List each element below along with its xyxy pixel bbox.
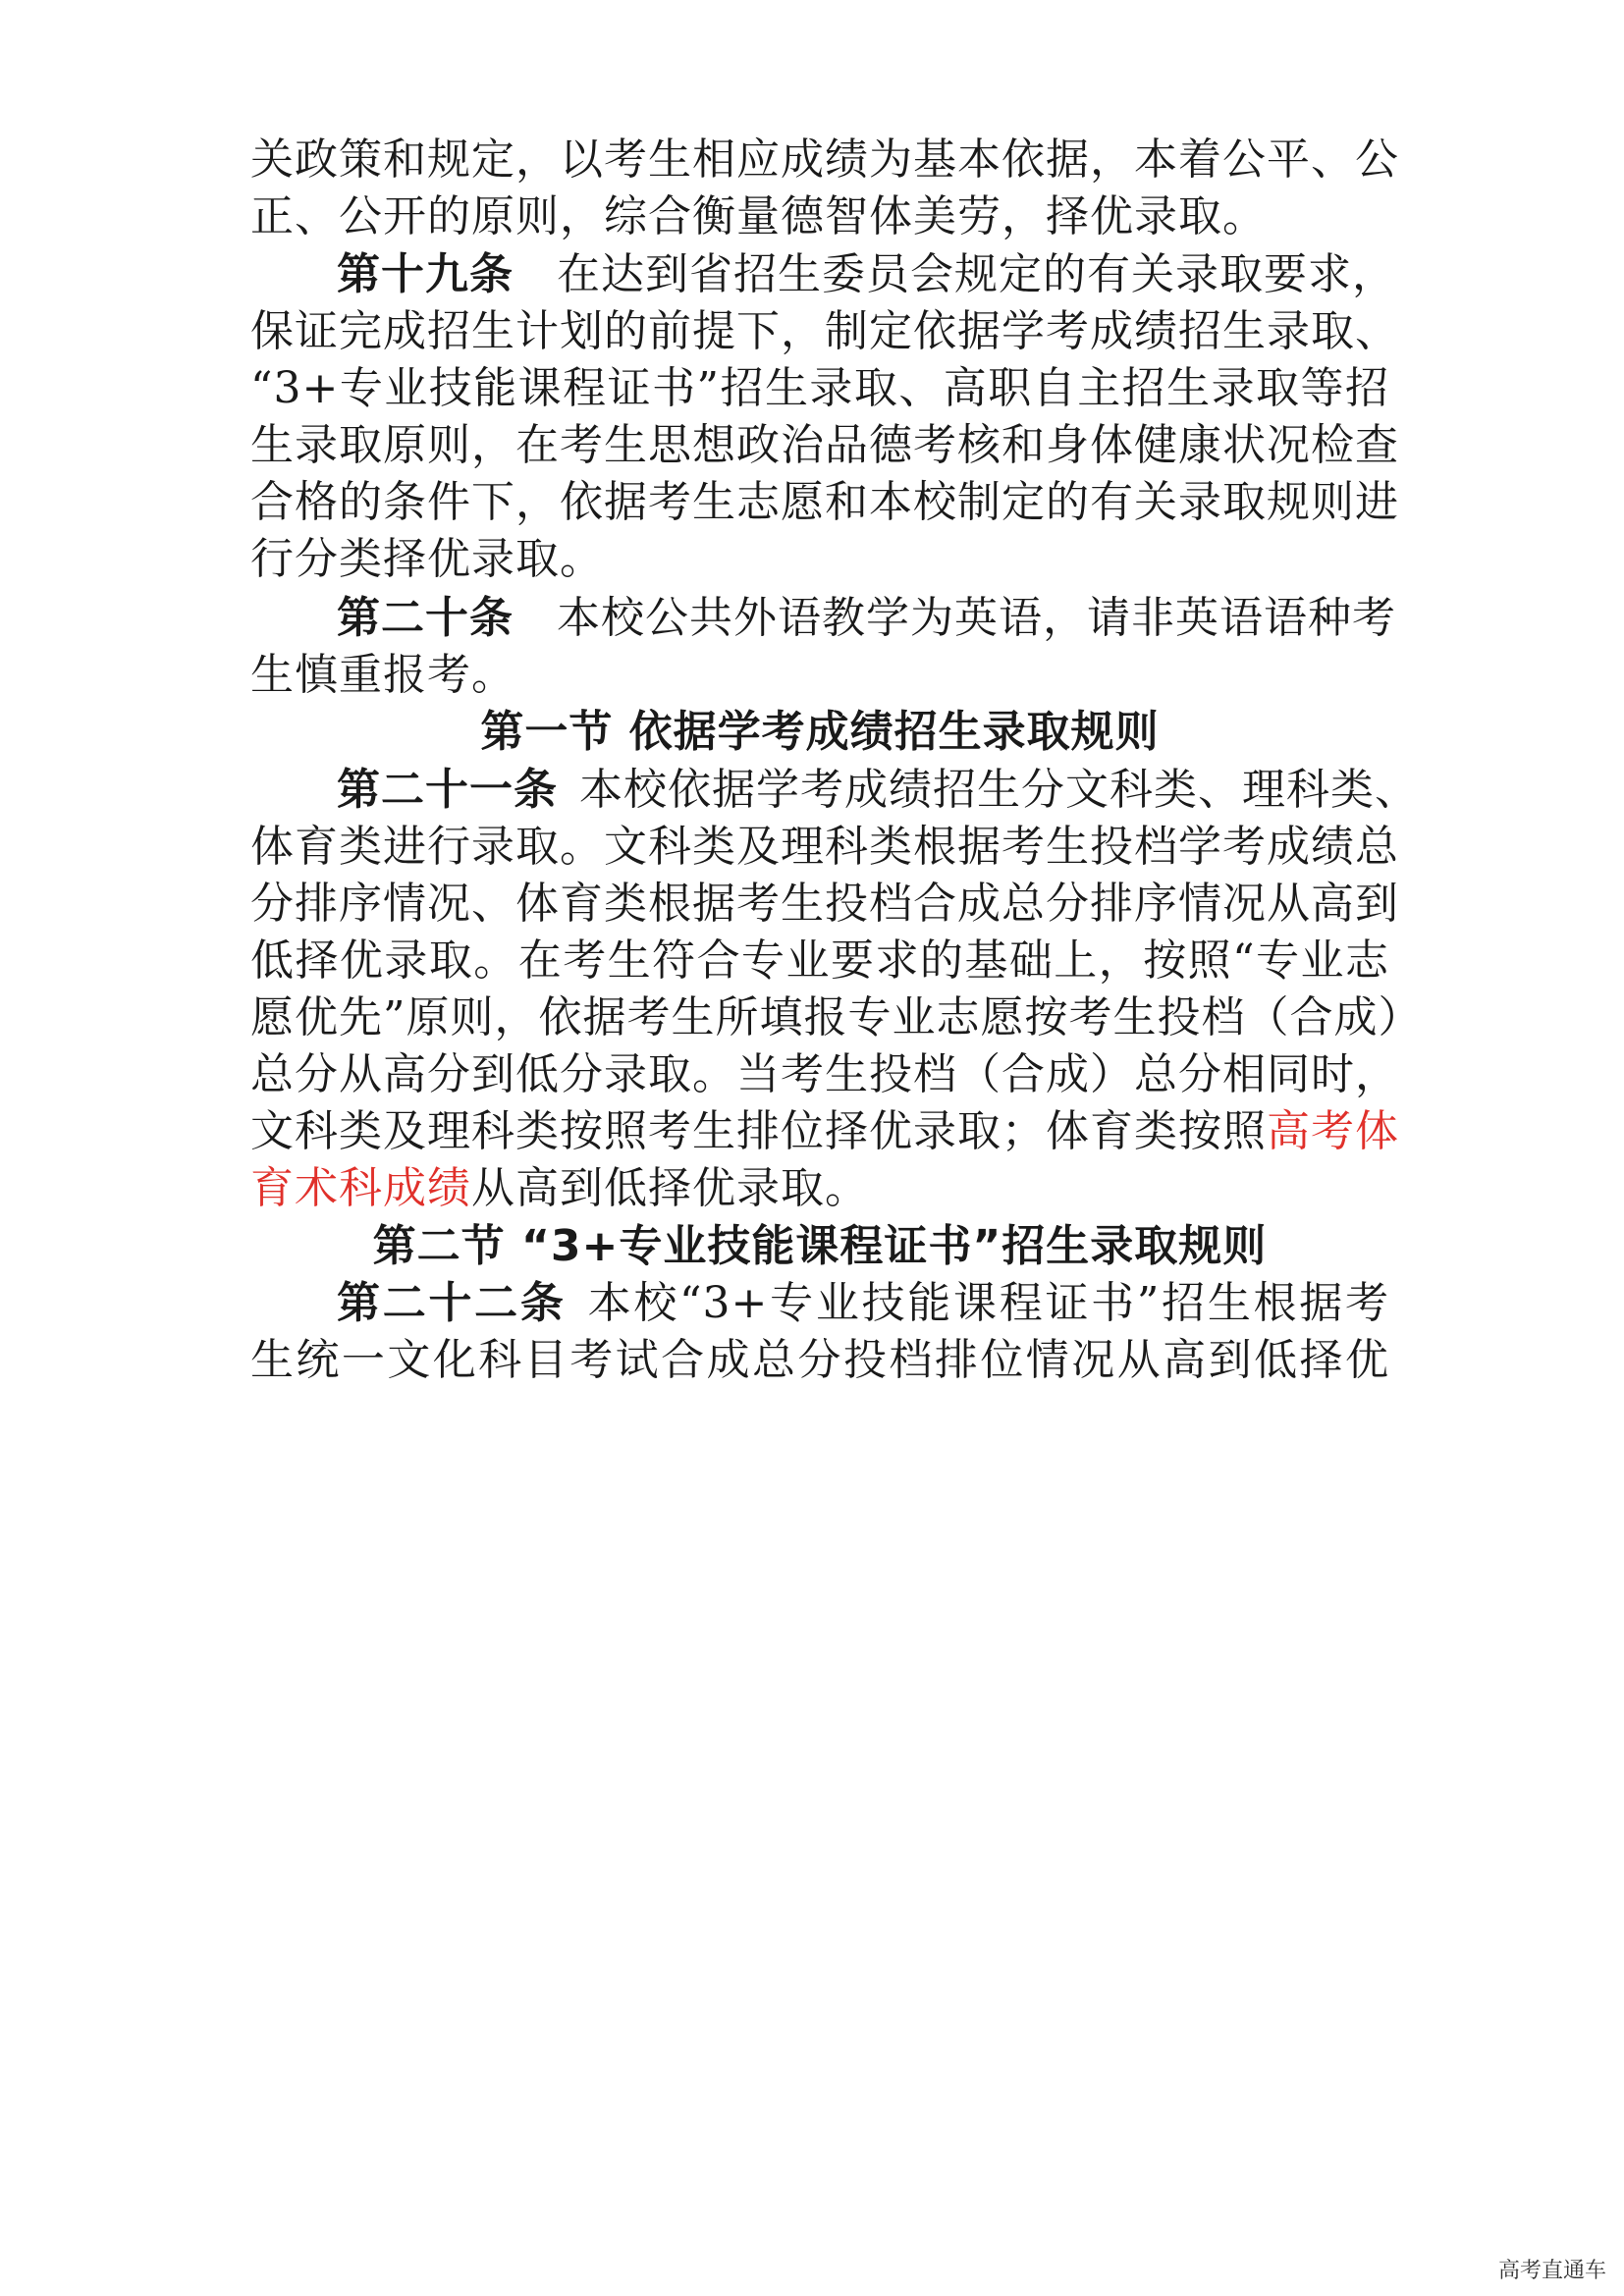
article-21-text-8: 从高到低择优录取。 <box>471 1163 869 1213</box>
article-21-line-3: 分排序情况、体育类根据考生投档合成总分排序情况从高到 <box>250 879 1399 929</box>
article-21-line-8 <box>250 1159 1389 1218</box>
article-21-line-1 <box>337 761 1419 820</box>
article-20-line-1 <box>337 589 1396 648</box>
article-19-line-4: 生录取原则，在考生思想政治品德考核和身体健康状况检查 <box>250 420 1399 470</box>
article-21-line-5: 愿优先”原则，依据考生所填报专业志愿按考生投档（合成） <box>250 992 1423 1042</box>
article-19-line-3: “3+专业技能课程证书”招生录取、高职自主招生录取等招 <box>250 363 1389 413</box>
article-18-line-2: 正、公开的原则，综合衡量德智体美劳，择优录取。 <box>250 191 1267 241</box>
article-20-line-2: 生慎重报考。 <box>250 650 515 700</box>
article-19-line-2: 保证完成招生计划的前提下，制定依据学考成绩招生录取、 <box>250 306 1399 356</box>
article-21-text-7: 文科类及理科类按照考生排位择优录取；体育类按照 <box>250 1106 1267 1156</box>
article-21-line-6: 总分从高分到低分录取。当考生投档（合成）总分相同时， <box>250 1049 1399 1099</box>
article-20-title: 第二十条 <box>337 593 514 643</box>
article-19-text-1: 在达到省招生委员会规定的有关录取要求， <box>557 249 1396 299</box>
article-21-line-7 <box>250 1102 1399 1161</box>
article-21-line-2: 体育类进行录取。文科类及理科类根据考生投档学考成绩总 <box>250 822 1399 872</box>
article-22-text-1: 本校“3+专业技能课程证书”招生根据考 <box>587 1278 1389 1328</box>
article-19-title: 第十九条 <box>337 249 514 299</box>
article-21-title: 第二十一条 <box>337 765 558 815</box>
article-19-line-6: 行分类择优录取。 <box>250 534 604 584</box>
article-21-highlight-1: 高考体 <box>1267 1106 1399 1156</box>
article-18-line-1: 关政策和规定，以考生相应成绩为基本依据，本着公平、公 <box>250 134 1399 185</box>
article-20-text-1: 本校公共外语教学为英语，请非英语语种考 <box>557 593 1396 643</box>
article-22-line-2: 生统一文化科目考试合成总分投档排位情况从高到低择优 <box>250 1335 1389 1385</box>
article-22-line-1 <box>337 1274 1389 1333</box>
article-19-line-5: 合格的条件下，依据考生志愿和本校制定的有关录取规则进 <box>250 477 1399 527</box>
article-22-title: 第二十二条 <box>337 1278 567 1328</box>
section-2-heading: 第二节 “3+专业技能课程证书”招生录取规则 <box>372 1221 1268 1271</box>
section-1-heading: 第一节 依据学考成绩招生录取规则 <box>480 707 1160 757</box>
article-19-line-1 <box>337 245 1396 304</box>
watermark-text: 高考直通车 <box>1497 2259 1606 2283</box>
article-21-text-1: 本校依据学考成绩招生分文科类、理科类、 <box>579 765 1419 815</box>
article-21-line-4: 低择优录取。在考生符合专业要求的基础上，按照“专业志 <box>250 935 1389 986</box>
article-21-highlight-2: 育术科成绩 <box>250 1163 471 1213</box>
